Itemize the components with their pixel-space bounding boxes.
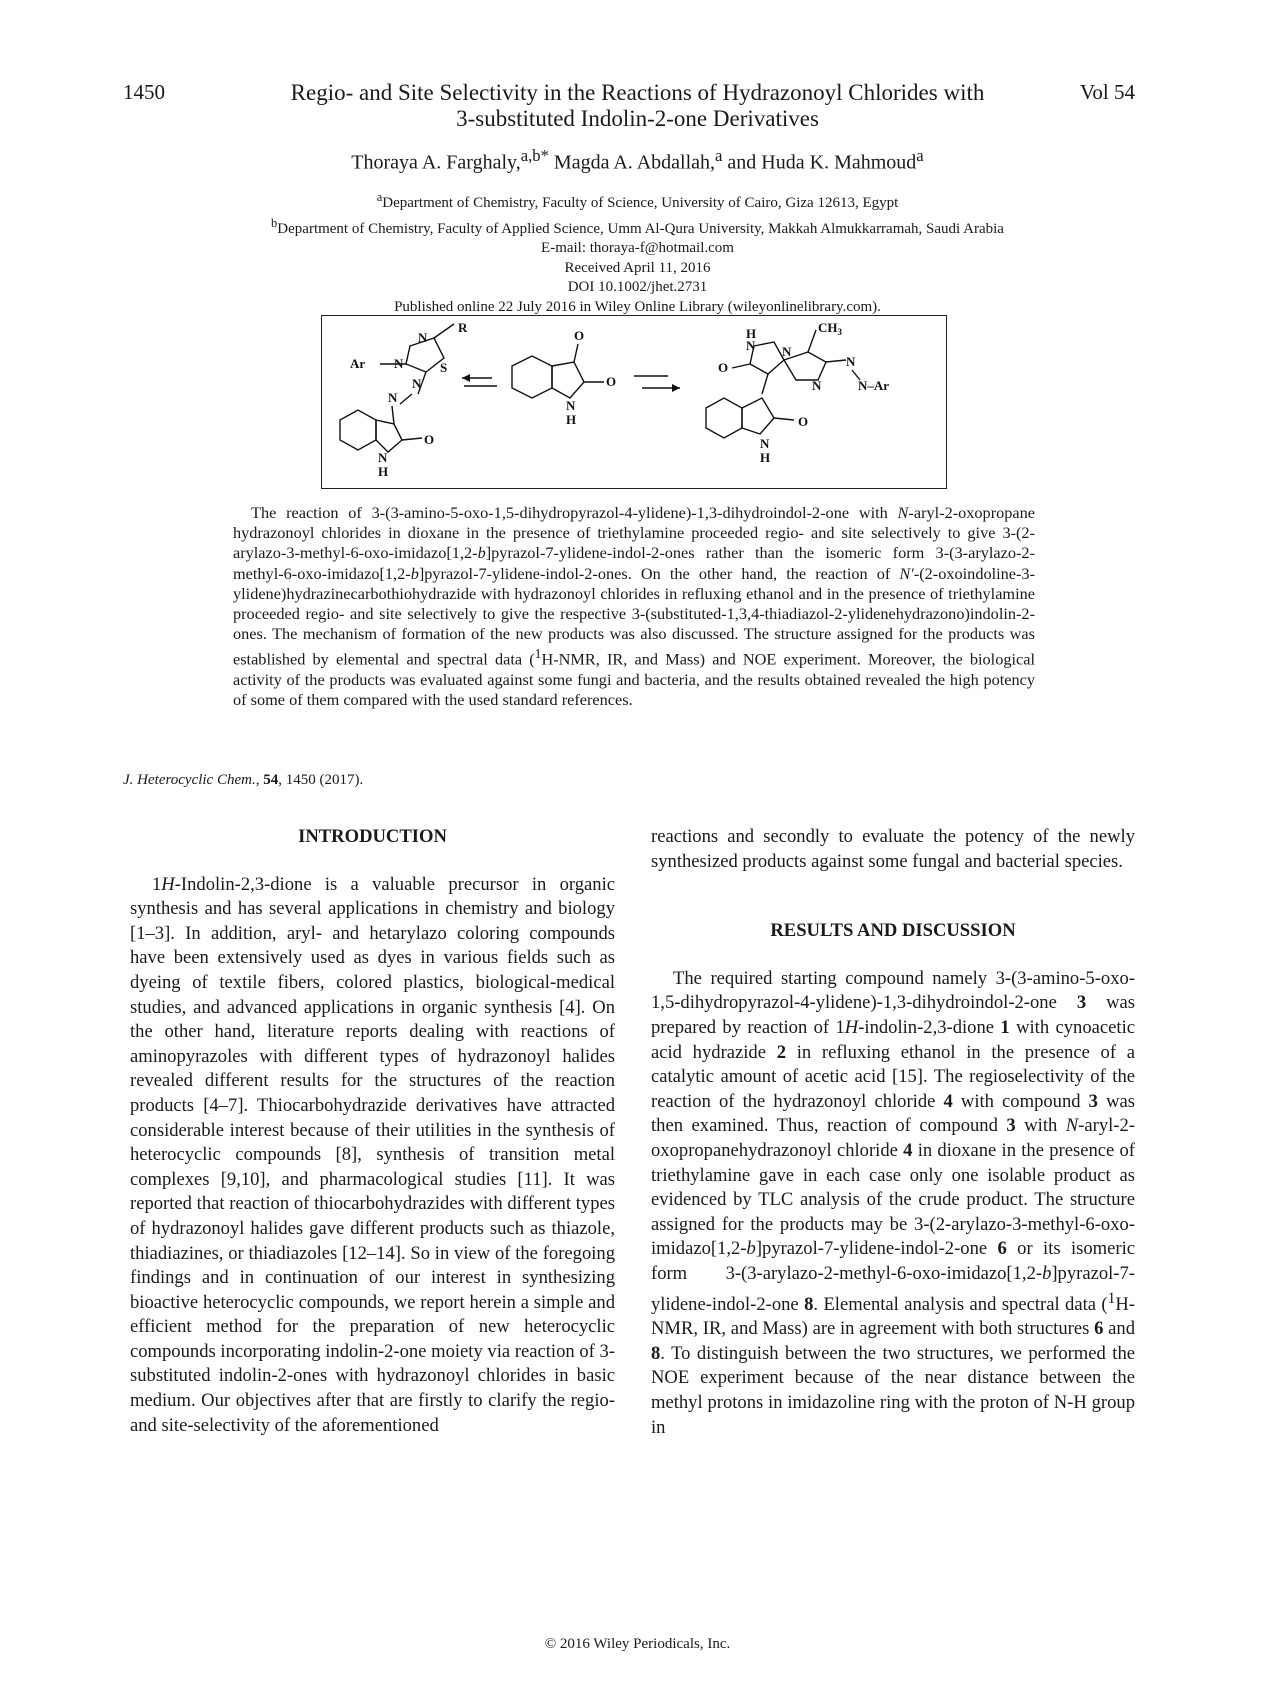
label-n-azine-1: N [412, 376, 422, 391]
abstract: The reaction of 3-(3-amino-5-oxo-1,5-dihydropyrazol-4-ylidene)-1,3-dihydroindol-2-one with N-aryl-2-oxopropane hydrazonoyl chlorides in dioxane in the presence of triethylamine proceeded regio- and site selectively to give 3-(2-arylazo-3-methyl-6-oxo-imidazo[1,2-b]pyrazol-7-ylidene-indol-2-ones rather than the isomeric form 3-(3-arylazo-2-methyl-6-oxo-imidazo[1,2-b]pyrazol-7-ylidene-indol-2-ones. On the other hand, the reaction of N′-(2-oxoindoline-3-ylidene)hydrazinecarbothiohydrazide with hydrazonoyl chlorides in refluxing ethanol and in the presence of triethylamine proceeded regio- and site selectively to give the respective 3-(substituted-1,3,4-thiadiazol-2-ylidenehydrazono)indolin-2-ones. The mechanism of formation of the new products was also discussed. The structure assigned for the products was established by elemental and spectral data ($^1$H-NMR, IR, and Mass) and NOE experiment. Moreover, the biological activity of the products was evaluated against some fungi and bacteria, and the results obtained revealed the high potency of some of them compared with the used standard references. [233, 503, 1035, 710]
author-1: Thoraya A. Farghaly, [351, 151, 521, 174]
author-3: and Huda K. Mahmoud [722, 151, 917, 174]
left-pyrrole-ring [376, 420, 402, 452]
right-top-carbonyl [732, 364, 750, 368]
right-pyrrole-ring [742, 398, 774, 434]
label-nh-left: N [378, 450, 388, 465]
author-list [200, 146, 1075, 175]
center-carbonyl-3 [574, 344, 578, 362]
bond-r [434, 324, 454, 338]
right-column [651, 825, 1135, 1440]
published-online: Published online 22 July 2016 in Wiley Online Library (wileyonlinelibrary.com). [394, 298, 881, 315]
arrowhead-right [672, 384, 680, 392]
left-carbonyl [402, 438, 422, 440]
results-heading: RESULTS AND DISCUSSION [770, 920, 1016, 942]
author-3-affil: a [916, 146, 924, 165]
label-r: R [458, 320, 468, 335]
doi: DOI 10.1002/jhet.2731 [567, 279, 708, 295]
affiliation-b-marker: b [271, 215, 278, 230]
affiliation-b [180, 214, 1095, 240]
affiliation-b-text: Department of Chemistry, Faculty of Applied Science, Umm Al-Qura University, Makkah Almukkarramah, Saudi Arabia [277, 220, 1004, 237]
label-n-bridge: N [782, 344, 792, 359]
author-1-affil: a,b* [520, 146, 549, 165]
label-ch3: $CH_3$ [818, 320, 842, 337]
label-nh-right-top: N [746, 338, 756, 353]
graphical-abstract-scheme [321, 315, 947, 489]
label-n-imidazole: N [812, 378, 822, 393]
affiliation-a-marker: a [376, 190, 383, 204]
received-date: Received April 11, 2016 [564, 259, 711, 276]
label-n-ar: N–Ar [858, 378, 890, 393]
label-nh-center: N [566, 398, 576, 413]
affiliations [180, 188, 1095, 317]
email: E-mail: thoraya-f@hotmail.com [541, 240, 734, 256]
label-h-center: H [566, 412, 577, 427]
results-paragraph: The required starting compound namely 3-(3-amino-5-oxo-1,5-dihydropyrazol-4-ylidene)-1,3-dihydroindol-2-one 3 was prepared by reaction of 1H-indolin-2,3-dione 1 with cynoacetic acid hydrazide 2 in refluxing ethanol in the presence of a catalytic amount of acetic acid [15]. The regioselectivity of the reaction of the hydrazonoyl chloride 4 with compound 3 was then examined. Thus, reaction of compound 3 with N-aryl-2-oxopropanehydrazonoyl chloride 4 in dioxane in the presence of triethylamine gave in each case only one isolable product as evidenced by TLC analysis of the crude product. The structure assigned for the products may be 3-(2-arylazo-3-methyl-6-oxo-imidazo[1,2-b]pyrazol-7-ylidene-indol-2-one 6 or its isomeric form 3-(3-arylazo-2-methyl-6-oxo-imidazo[1,2-b]pyrazol-7-ylidene-indol-2-one 8. Elemental analysis and spectral data ($^1$H-NMR, IR, and Mass) are in agreement with both structures 6 and 8. To distinguish between the two structures, we performed the NOE experiment because of the near distance between the methyl protons in imidazoline ring with the proton of N-H group in [651, 967, 1135, 1438]
title-line-1: Regio- and Site Selectivity in the Reactions of Hydrazonoyl Chlorides with [290, 80, 985, 105]
label-n-ring-left: N [394, 356, 404, 371]
copyright-footer: © 2016 Wiley Periodicals, Inc. [544, 1636, 731, 1652]
label-o-right: O [798, 414, 809, 429]
label-s: S [440, 360, 448, 375]
introduction-continuation: reactions and secondly to evaluate the potency of the newly synthesized products against some fungal and bacterial species. [651, 826, 1135, 872]
bond-methyl [808, 330, 816, 352]
label-o-center-top: O [574, 328, 585, 343]
label-o-right-top: O [718, 360, 729, 375]
right-benzene-ring [706, 398, 742, 438]
introduction-heading: INTRODUCTION [298, 826, 447, 847]
journal-citation: J. Heterocyclic Chem., 54, 1450 (2017). [123, 772, 364, 788]
label-n-azo-1: N [846, 354, 856, 369]
label-h-left: H [378, 464, 389, 479]
affiliation-a [180, 188, 1095, 214]
label-h-right-top: H [746, 326, 757, 341]
bond-azo [826, 360, 846, 362]
center-pyrrole-ring [552, 362, 584, 398]
arrowhead-left [462, 374, 470, 382]
title-line-2: 3-substituted Indolin-2-one Derivatives [456, 106, 819, 131]
left-benzene-ring [340, 410, 376, 450]
bond-c3 [392, 406, 394, 424]
author-2-affil: a [715, 146, 723, 165]
right-carbonyl [774, 418, 794, 420]
reaction-scheme-svg [322, 316, 946, 488]
article-title [200, 80, 1075, 132]
author-2: Magda A. Abdallah, [548, 151, 716, 174]
label-n-azine-2: N [388, 390, 398, 405]
label-n-ring-top: N [418, 330, 428, 345]
page-number: 1450 [123, 80, 165, 104]
introduction-paragraph: 1H-Indolin-2,3-dione is a valuable precursor in organic synthesis and has several applications in chemistry and biology [1–3]. In addition, aryl- and hetarylazo coloring compounds have been extensively used as dyes in various fields such as dyeing of textile fibers, colored plastics, biological-medical studies, and advanced applications in organic synthesis [4]. On the other hand, literature reports dealing with reactions of aminopyrazoles with different types of hydrazonoyl halides revealed different results for the structures of the reaction products [4–7]. Thiocarbohydrazide derivatives have attracted considerable interest because of their utilities in the synthesis of heterocyclic compounds [8], synthesis of transition metal complexes [9,10], and pharmacological studies [11]. It was reported that reaction of thiocarbohydrazides with different types of hydrazonoyl halides gave different products such as thiazole, thiadiazines, or thiadiazoles [12–14]. So in view of the foregoing findings and in continuation of our interest in synthesizing bioactive heterocyclic compounds, we report herein a simple and efficient method for the preparation of new heterocyclic compounds incorporating indolin-2-one moiety via reaction of 3-substituted indolin-2-ones with hydrazonoyl chlorides in basic medium. Our objectives after that are firstly to clarify the regio-and site-selectivity of the aforementioned [130, 873, 615, 1436]
bond-exocyclic [762, 374, 768, 394]
volume-label: Vol 54 [1079, 80, 1135, 104]
bond-azine [400, 394, 412, 404]
label-ar: Ar [350, 356, 366, 371]
label-o-left: O [424, 432, 435, 447]
label-h-right: H [760, 450, 771, 465]
label-o-center: O [606, 374, 617, 389]
left-column [130, 825, 615, 1438]
center-benzene-ring [512, 356, 552, 398]
affiliation-a-text: Department of Chemistry, Faculty of Science, University of Cairo, Giza 12613, Egypt [382, 195, 899, 211]
label-nh-right: N [760, 436, 770, 451]
